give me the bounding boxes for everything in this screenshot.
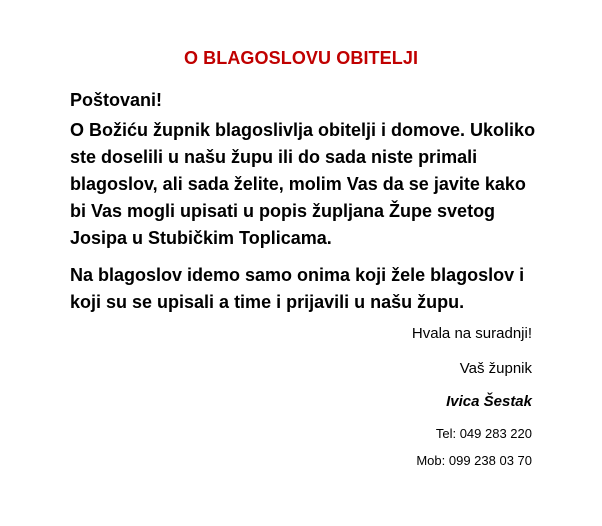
paragraph-line: ste doselili u našu župu ili do sada niste primali	[70, 147, 478, 167]
signature-name: Ivica Šestak	[446, 393, 532, 410]
paragraph-line: bi Vas mogli upisati u popis župljana Župe svetog	[70, 201, 496, 221]
greeting: Poštovani!	[70, 90, 163, 110]
paragraph-line: blagoslov, ali sada želite, molim Vas da se javite kako	[70, 174, 526, 194]
paragraph-line: O Božiću župnik blagoslivlja obitelji i domove. Ukoliko	[70, 120, 536, 140]
contact-mobile: Mob: 099 238 03 70	[416, 453, 532, 468]
paragraph-line: Josipa u Stubičkim Toplicama.	[70, 228, 332, 248]
paragraph-line: koji su se upisali a time i prijavili u našu župu.	[70, 292, 465, 312]
contact-phone: Tel: 049 283 220	[435, 426, 532, 441]
paragraph-invitation	[70, 117, 540, 252]
document-title: O BLAGOSLOVU OBITELJI	[183, 48, 419, 68]
paragraph-line: Na blagoslov idemo samo onima koji žele blagoslov i	[70, 265, 525, 285]
signature-role: Vaš župnik	[459, 360, 532, 377]
paragraph-conditions	[70, 262, 540, 316]
signature-thanks: Hvala na suradnji!	[411, 325, 532, 342]
